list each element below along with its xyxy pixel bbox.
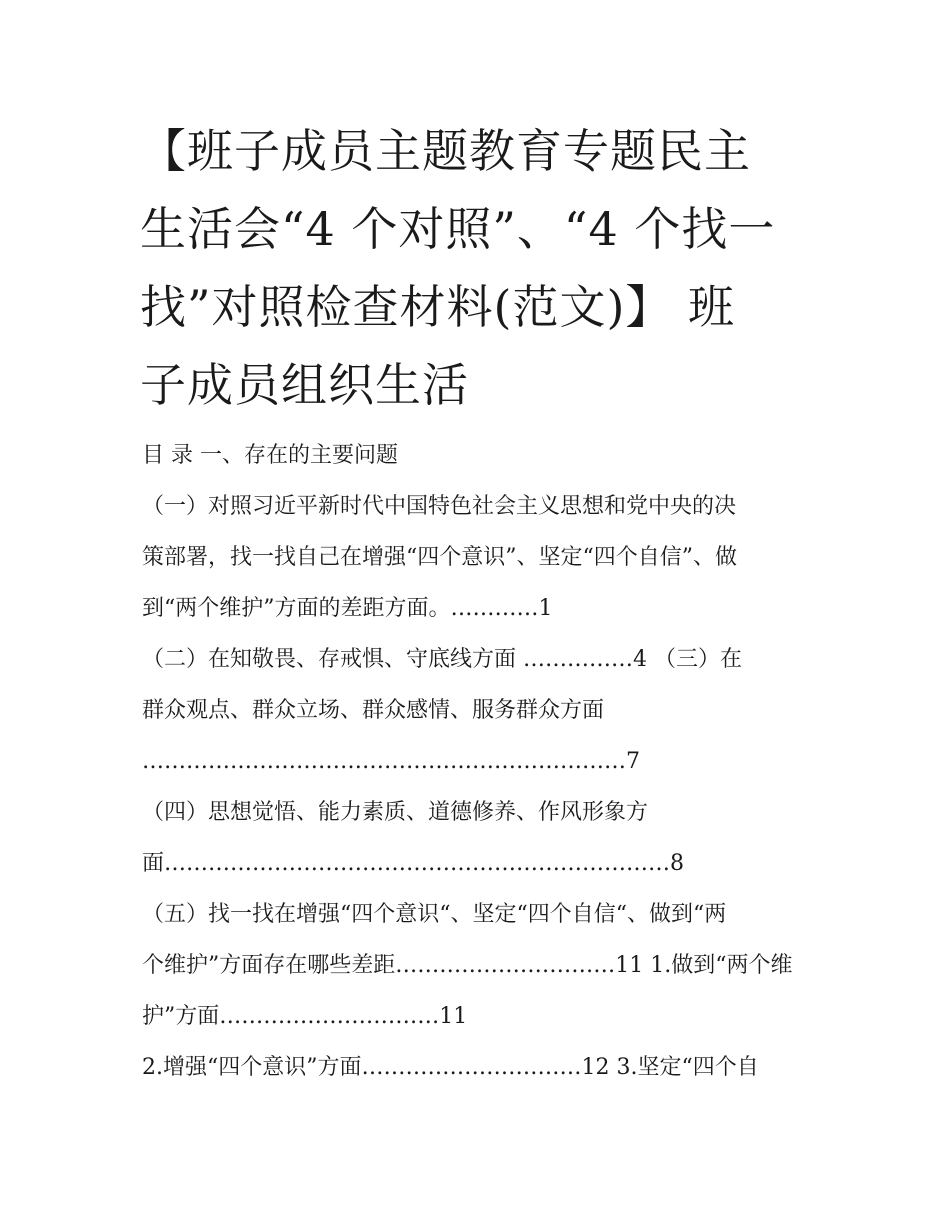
toc-line: （二）在知敬畏、存戒惧、守底线方面 ……………4 （三）在 xyxy=(142,647,742,672)
toc-line: （五）找一找在增强“四个意识“、坚定“四个自信“、做到“两 xyxy=(142,902,727,927)
toc-heading: 目 录 一、存在的主要问题 xyxy=(142,443,398,468)
toc-line: 护”方面…………………………11 xyxy=(142,1004,468,1029)
toc-line: 2.增强“四个意识”方面…………………………12 3.坚定“四个自 xyxy=(142,1055,759,1080)
toc-line: （四）思想觉悟、能力素质、道德修养、作风形象方 xyxy=(142,800,649,825)
title-line: 子成员组织生活 xyxy=(140,358,469,412)
toc-line: 到“两个维护”方面的差距方面。…………1 xyxy=(142,596,553,621)
toc-line: 面……………………………………………………………8 xyxy=(142,851,684,876)
toc-line: 策部署，找一找自己在增强“四个意识”、坚定“四个自信”、做 xyxy=(142,545,737,570)
toc-line: （一）对照习近平新时代中国特色社会主义思想和党中央的决 xyxy=(142,494,737,519)
table-of-contents xyxy=(142,430,817,1093)
toc-line: …………………………………………………………7 xyxy=(142,749,640,774)
title-line: 生活会“4 个对照”、“4 个找一 xyxy=(140,202,776,256)
toc-line: 个维护”方面存在哪些差距…………………………11 1.做到“两个维 xyxy=(142,953,793,978)
toc-line: 群众观点、群众立场、群众感情、服务群众方面 xyxy=(142,698,605,723)
title-line: 找”对照检查材料(范文)】 班 xyxy=(140,280,736,334)
title-line: 【班子成员主题教育专题民主 xyxy=(140,124,751,178)
document-title xyxy=(140,112,820,424)
